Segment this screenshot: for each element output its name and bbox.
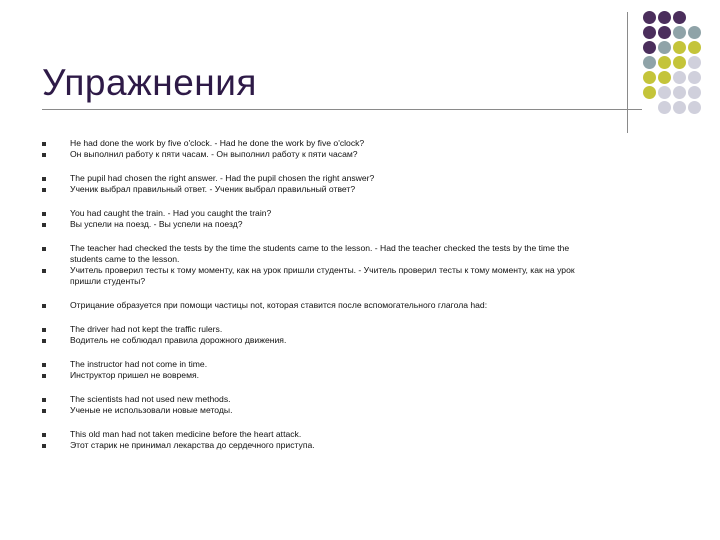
decorative-dot — [643, 41, 656, 54]
decorative-dot — [643, 86, 656, 99]
decorative-dot — [688, 71, 701, 84]
list-item — [42, 359, 682, 381]
bullet-icon — [42, 188, 46, 192]
bullet-icon — [42, 433, 46, 437]
list-item — [42, 208, 682, 230]
bullet-icon — [42, 374, 46, 378]
list-item — [42, 394, 682, 416]
bullet-icon — [42, 409, 46, 413]
bullet-icon — [42, 339, 46, 343]
decorative-dot — [658, 26, 671, 39]
decorative-dot — [643, 11, 656, 24]
decorative-dot — [673, 41, 686, 54]
decorative-dot-grid — [640, 11, 720, 121]
list-item-text: Этот старик не принимал лекарства до сердечного приступа. — [70, 440, 315, 450]
list-item — [42, 138, 682, 160]
list-item-text: The instructor had not come in time. — [70, 359, 208, 369]
list-item-text: Учитель проверил тесты к тому моменту, как на урок пришли студенты. - Учитель проверил тесты к тому моменту, как на урок — [70, 265, 575, 275]
list-item-text: The teacher had checked the tests by the time the students came to the lesson. - Had the teacher checked the tests by the time the — [70, 243, 570, 253]
decorative-dot — [658, 71, 671, 84]
decorative-dot — [688, 86, 701, 99]
bullet-icon — [42, 153, 46, 157]
decorative-dot — [688, 41, 701, 54]
list-item-text: Водитель не соблюдал правила дорожного движения. — [70, 335, 287, 345]
page-title: Упражнения — [42, 62, 257, 103]
list-item — [42, 324, 682, 346]
decorative-dot — [688, 26, 701, 39]
decorative-dot — [673, 56, 686, 69]
exercise-list — [42, 138, 682, 451]
list-item — [42, 429, 682, 451]
bullet-icon — [42, 142, 46, 146]
decorative-dot — [673, 26, 686, 39]
bullet-icon — [42, 212, 46, 216]
bullet-icon — [42, 398, 46, 402]
list-item-text: The scientists had not used new methods. — [70, 394, 231, 404]
list-item-text: The pupil had chosen the right answer. - Had the pupil chosen the right answer? — [70, 173, 375, 183]
bullet-icon — [42, 247, 46, 251]
list-item — [42, 173, 682, 195]
bullet-icon — [42, 269, 46, 273]
decorative-dot — [658, 41, 671, 54]
bullet-icon — [42, 363, 46, 367]
bullet-icon — [42, 223, 46, 227]
list-item-text: You had caught the train. - Had you caught the train? — [70, 208, 272, 218]
decorative-dot — [673, 71, 686, 84]
decorative-dot — [643, 56, 656, 69]
list-item-text: Ученые не использовали новые методы. — [70, 405, 233, 415]
decorative-dot — [658, 56, 671, 69]
bullet-icon — [42, 304, 46, 308]
decorative-dot — [643, 71, 656, 84]
decorative-dot — [658, 101, 671, 114]
list-item-text: Он выполнил работу к пяти часам. - Он выполнил работу к пяти часам? — [70, 149, 358, 159]
list-item — [42, 243, 682, 287]
list-item-text: Отрицание образуется при помощи частицы not, которая ставится после вспомогательного глагола had: — [70, 300, 488, 310]
decorative-dot — [673, 11, 686, 24]
list-item-text: Вы успели на поезд. - Вы успели на поезд? — [70, 219, 243, 229]
list-item-text: Инструктор пришел не вовремя. — [70, 370, 200, 380]
list-item-text: He had done the work by five o'clock. - Had he done the work by five o'clock? — [70, 138, 365, 148]
vertical-divider — [627, 12, 628, 133]
list-item-text: The driver had not kept the traffic rulers. — [70, 324, 223, 334]
bullet-icon — [42, 177, 46, 181]
bullet-icon — [42, 444, 46, 448]
bullet-icon — [42, 328, 46, 332]
list-item — [42, 300, 682, 311]
decorative-dot — [688, 101, 701, 114]
decorative-dot — [673, 101, 686, 114]
list-item-text: Ученик выбрал правильный ответ. - Ученик выбрал правильный ответ? — [70, 184, 356, 194]
list-item-text: пришли студенты? — [70, 276, 146, 286]
title-underline — [42, 109, 642, 110]
decorative-dot — [658, 11, 671, 24]
decorative-dot — [673, 86, 686, 99]
decorative-dot — [688, 56, 701, 69]
list-item-text: students came to the lesson. — [70, 254, 180, 264]
decorative-dot — [643, 26, 656, 39]
list-item-text: This old man had not taken medicine before the heart attack. — [70, 429, 302, 439]
decorative-dot — [658, 86, 671, 99]
